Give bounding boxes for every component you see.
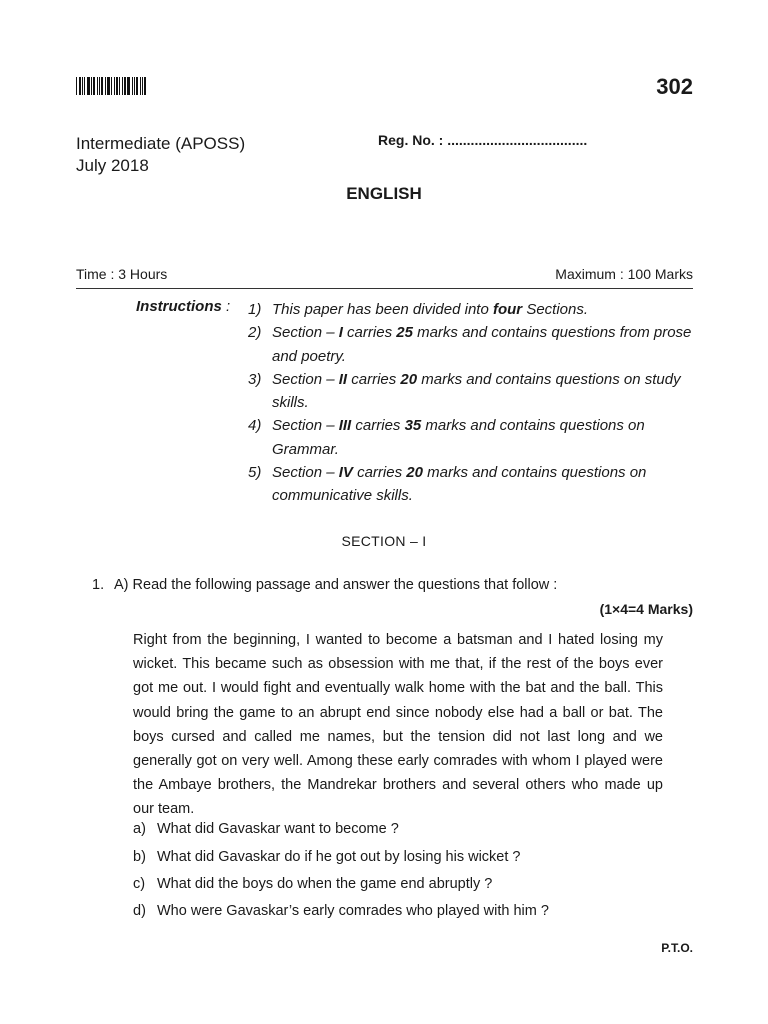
- subquestion: b) What did Gavaskar do if he got out by losing his wicket ?: [133, 849, 521, 865]
- instruction-item: 2) Section – I carries 25 marks and contains questions from prose and poetry.: [248, 324, 692, 365]
- subject-title: ENGLISH: [346, 184, 422, 203]
- question-marks: (1×4=4 Marks): [599, 601, 693, 617]
- barcode-bar: [111, 77, 112, 95]
- subquestion: c) What did the boys do when the game end abruptly ?: [133, 876, 493, 892]
- maximum-marks: Maximum : 100 Marks: [555, 266, 693, 282]
- instruction-item: 3) Section – II carries 20 marks and contains questions on study skills.: [248, 370, 681, 412]
- barcode-bar: [140, 77, 141, 95]
- barcode-bar: [132, 77, 133, 95]
- barcode-bar: [114, 77, 115, 95]
- instructions-list: [248, 298, 698, 508]
- barcode-bar: [124, 77, 126, 95]
- barcode-bar: [122, 77, 123, 95]
- barcode: [76, 77, 148, 95]
- barcode-bar: [101, 77, 103, 95]
- instruction-item: 4) Section – III carries 35 marks and contains questions on Grammar.: [248, 417, 645, 458]
- instructions-label: Instructions :: [136, 298, 231, 315]
- barcode-bar: [119, 77, 120, 95]
- header-divider: [76, 288, 693, 289]
- barcode-bar: [107, 77, 110, 95]
- instruction-item: 1) This paper has been divided into four Sections.: [248, 301, 589, 318]
- barcode-bar: [84, 77, 85, 95]
- barcode-bar: [144, 77, 146, 95]
- barcode-bar: [97, 77, 98, 95]
- barcode-bar: [76, 77, 77, 95]
- time-allowed: Time : 3 Hours: [76, 266, 168, 282]
- subquestion: a) What did Gavaskar want to become ?: [133, 821, 399, 837]
- reading-passage: Right from the beginning, I wanted to become a batsman and I hated losing my wicket. This became such as obsession with me that, if the rest of the boys ever got me out. I would fight and eventually walk home with the bat and the ball. This would bring the game to an abrupt end since nobody else had a ball or bat. The boys cursed and called me names, but the tension did not last long and we generally got on very well. Among these early comrades with whom I played were the Ambaye brothers, the Mandrekar brothers and several others who made up our team.: [133, 632, 663, 818]
- pto-label: P.T.O.: [661, 941, 693, 955]
- barcode-bar: [142, 77, 143, 95]
- instruction-item: 5) Section – IV carries 20 marks and contains questions on communicative skills.: [248, 464, 647, 505]
- section-title: SECTION – I: [341, 533, 427, 549]
- barcode-bar: [134, 77, 135, 95]
- exam-name: Intermediate (APOSS): [76, 134, 246, 153]
- subquestion: d) Who were Gavaskar’s early comrades who played with him ?: [133, 903, 549, 919]
- barcode-bar: [82, 77, 83, 95]
- barcode-bar: [93, 77, 95, 95]
- exam-header: [76, 133, 245, 177]
- paper-code: 302: [656, 74, 693, 99]
- barcode-bar: [99, 77, 100, 95]
- barcode-bar: [116, 77, 118, 95]
- barcode-bar: [127, 77, 130, 95]
- question-prompt: 1. A) Read the following passage and answer the questions that follow :: [92, 577, 558, 593]
- barcode-bar: [91, 77, 92, 95]
- barcode-bar: [136, 77, 138, 95]
- barcode-bar: [105, 77, 106, 95]
- exam-date: July 2018: [76, 156, 149, 175]
- barcode-bar: [87, 77, 90, 95]
- barcode-bar: [79, 77, 81, 95]
- reg-no-field: Reg. No. : ....................................: [378, 132, 588, 148]
